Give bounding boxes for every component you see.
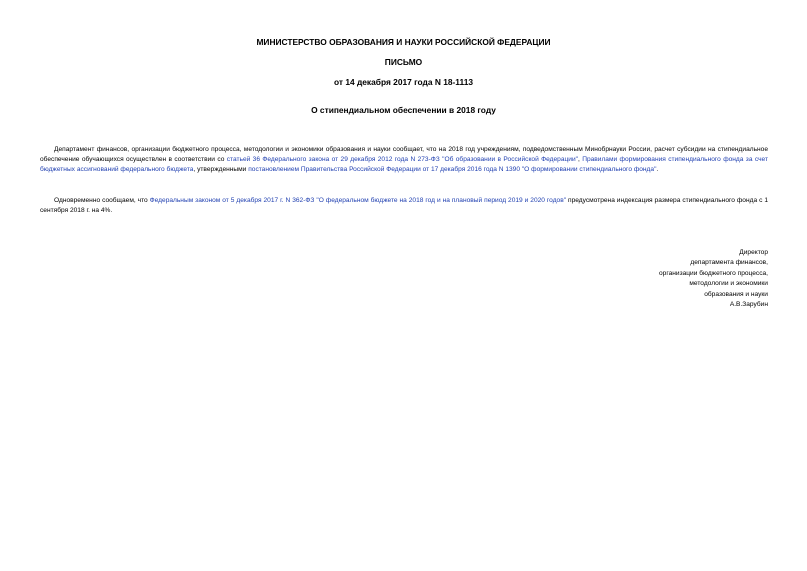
link-law-273-fz[interactable]: статьей 36 Федерального закона от 29 декабря 2012 года N 273-ФЗ "Об образовании в Российской Федерации" — [226, 156, 578, 163]
document-type-heading: ПИСЬМО — [384, 57, 423, 67]
paragraph-1 — [40, 145, 768, 175]
paragraph-2-text-1: Одновременно сообщаем, что — [54, 197, 150, 204]
signature-title-line-4: методологии и экономики — [689, 280, 768, 288]
ministry-heading: МИНИСТЕРСТВО ОБРАЗОВАНИЯ И НАУКИ РОССИЙСКОЙ ФЕДЕРАЦИИ — [256, 37, 551, 47]
signature-block — [659, 248, 768, 310]
paragraph-1-text-1: Департамент финансов, организации бюджетного процесса, методологии и экономики образования и науки сообщает, что на 2018 год учреждениям, подведомственным Минобрнауки России, расчет субсидии на стипендиальное обеспечение обучающихся осуществлен в соответствии со — [40, 146, 768, 163]
signature-title-line-5: образования и науки — [704, 290, 768, 298]
subject-heading: О стипендиальном обеспечении в 2018 году — [311, 105, 496, 115]
link-resolution-1390[interactable]: постановлением Правительства Российской Федерации от 17 декабря 2016 года N 1390 "О формировании стипендиального фонда" — [248, 166, 657, 173]
date-number-heading: от 14 декабря 2017 года N 18-1113 — [333, 77, 474, 87]
paragraph-1-text-3: , утвержденными — [193, 166, 249, 173]
link-stipend-rules[interactable]: Правилами формирования стипендиального фонда за счет бюджетных ассигнований федерального бюджета — [40, 156, 768, 173]
paragraph-2 — [40, 196, 768, 216]
signature-title-line-2: департамента финансов, — [690, 259, 768, 267]
paragraph-1-text-4: . — [656, 166, 659, 173]
signatory-name: А.В.Зарубин — [729, 301, 768, 309]
paragraph-2-text-2: предусмотрена индексация размера стипендиального фонда с 1 сентября 2018 г. на 4%. — [40, 197, 768, 214]
signature-title-line-3: организации бюджетного процесса, — [659, 269, 768, 277]
link-law-362-fz[interactable]: Федеральным законом от 5 декабря 2017 г. N 362-ФЗ "О федеральном бюджете на 2018 год и на плановый период 2019 и 2020 годов" — [149, 197, 567, 204]
paragraph-1-text-2: , — [578, 156, 583, 163]
signature-title-line-1: Директор — [739, 249, 768, 256]
